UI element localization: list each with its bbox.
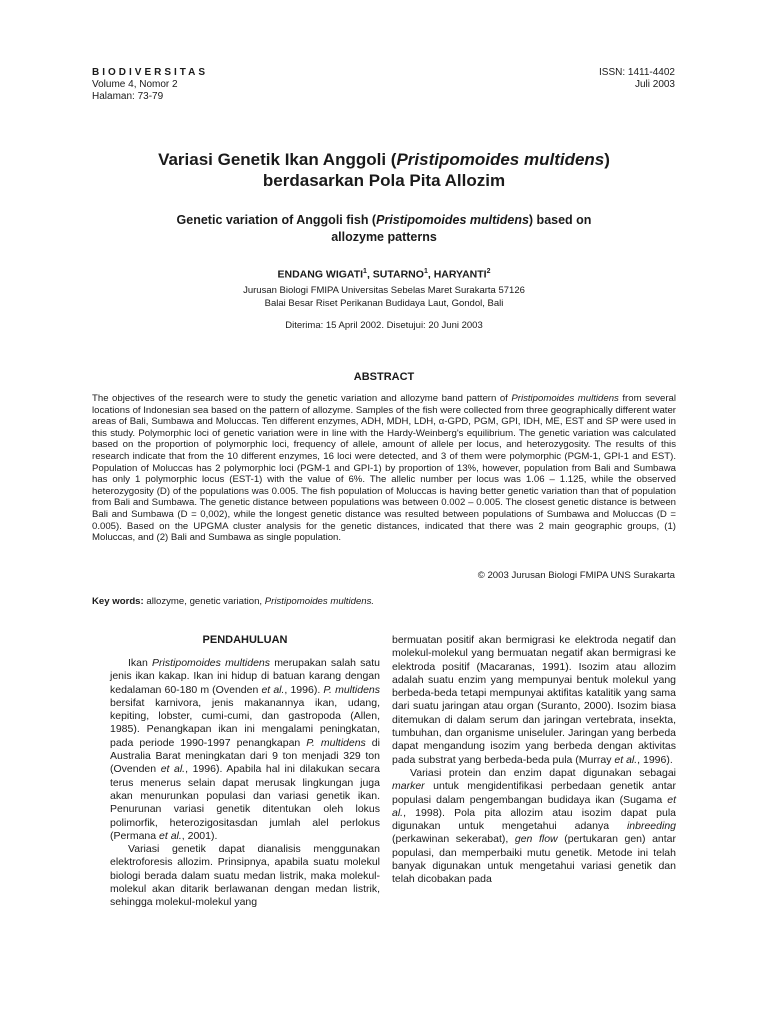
affiliation-1: Jurusan Biologi FMIPA Universitas Sebelas Maret Surakarta 57126 [243,285,525,296]
subtitle-pre: Genetic variation of Anggoli fish ( [176,213,377,227]
affiliations [92,285,676,310]
italic-run: Pristipomoides multidens [152,657,271,669]
paper-subtitle [92,212,676,246]
intro-paragraph-2: Variasi genetik dapat dianalisis menggunakan elektroforesis allozim. Prinsipnya, apabila suatu molekul biologi berada dalam suatu medan listrik, maka molekul-molekul akan ditarik berlawanan dengan medan listrik, sehingga molekul-molekul yang [110,843,380,909]
italic-run: marker [392,780,425,793]
submission-dates: Diterima: 15 April 2002. Disetujui: 20 Juni 2003 [285,320,483,331]
text-run: Variasi protein dan enzim dapat digunakan sebagai [410,766,676,779]
author-3-sup: 2 [486,268,491,275]
text-run: , 1996). [637,753,673,766]
text-run: , 1998). Pola pita allozim atau isozim dapat pula digunakan untuk mengetahui adanya [392,806,676,833]
text-run: Ikan [128,657,153,669]
title-line2: berdasarkan Pola Pita Allozim [262,171,506,190]
keywords [92,596,676,607]
italic-run: et al. [160,763,186,776]
issue-date: Juli 2003 [634,79,675,90]
author-list: ENDANG WIGATI$^1$, SUTARNO$^1$, HARYANTI$^2$ [277,268,491,281]
text-run: merupakan salah satu jenis ikan kakap. Ikan ini hidup di batuan karang dengan kedalaman 60-180 m (Ovenden [110,657,381,696]
journal-header [92,67,208,103]
italic-run: inbreeding [626,820,676,833]
abstract-text [92,393,676,544]
abstract-body: from several locations of Indonesian sea based on the pattern of allozyme. Samples of the fish were collected from three geographically different water areas of Bali, Sumbawa and Moluccas. Ten different enzymes, ADH, MDH, LDH, α-GPD, PGM, GPI, IDH, ME, EST and SP were used in this study. Polymorphic loci of genetic variation were in line with the Hardy-Weinberg's equilibrium. The genetic variation was calculated based on the proportion of polymorphic loci, frequency of allele, amount of allele per locus, and heterozygosity. The results of this research indicate that from the 10 different enzymes, 16 loci were detected, and 3 of them were polymorphic (PGM-1, GPI-1 and EST). Population of Moluccas has 2 polymorphic loci (PGM-1 and GPI-1) by proportion of 13%, however, population from Bali and Sumbawa has only 1 polymorphic locus (EST-1) with the value of 6%. The allelic number per locus was 1.06 – 1.125, while the observed heterozygosity (D) of the populations was 0.005. The fish population of Moluccas is having better genetic variation than that of population from Bali and Sumbawa. The genetic distance between populations was between 0.002 – 0.005. The closest genetic distance is between Bali and Sumbawa (D = 0,002), while the longest genetic distance was resulted between populations of Sumbawa and Moluccas (D = 0.005). Based on the UPGMA cluster analysis for the genetic distances, indicated that there was 2 main geographic groups, (1) Moluccas, and (2) Bali and Sumbawa as single population. [92,393,676,544]
title-species: Pristipomoides multidens [396,150,605,169]
italic-run: P. multidens [306,736,366,749]
text-run: (pertukaran gen) antar populasi, dan memperbaiki mutu genetik. Metode ini telah banyak digunakan untuk mengetahui variasi genetik dan telah dicobakan pada [392,833,676,886]
author-3: HARYANTI [433,268,487,281]
italic-run: et al. [614,753,638,766]
affiliation-2: Balai Besar Riset Perikanan Budidaya Laut, Gondol, Bali [264,297,504,309]
intro-paragraph-4 [392,767,676,887]
italic-run: et al. [261,683,285,696]
author-1-sup: 1 [363,268,367,275]
abstract-species: Pristipomoides multidens [511,393,619,404]
keywords-text: allozyme, genetic variation, [143,596,265,607]
text-run: untuk mengidentifikasi perbedaan genetik antar populasi dalam pengembangan budidaya ikan (Sugama [392,780,676,806]
keywords-species: Pristipomoides multidens. [264,596,375,607]
text-run: bermuatan positif akan bermigrasi ke elektroda negatif dan molekul-molekul yang bermuatan negatif akan bermigrasi ke elektroda positif (Macaranas, 1991). Isozim atau allozim adalah suatu enzim yang mempunyai bentuk molekul yang berbeda-beda tetapi mempunyai aktifitas katalitik yang sama dari suatu jaringan atau organ (Suranto, 2000). Isozim biasa ditemukan di dalam serum dan jaringan vertebrata, insekta, tumbuhan, dan organisme uniseluler. Jaringan yang berbeda dapat mengandung isozim yang berbeda dengan aktivitas pada substrat yang berbeda-beda pula (Murray [392,634,676,766]
title-pre: Variasi Genetik Ikan Anggoli ( [158,150,397,169]
italic-run: gen flow [514,833,558,846]
italic-run: et al. [392,793,676,819]
copyright-line: © 2003 Jurusan Biologi FMIPA UNS Surakarta [477,570,675,581]
text-run: , 1996). [284,683,324,696]
italic-run: et al. [159,829,182,842]
text-run: (perkawinan sekerabat), [392,833,515,846]
left-column [110,657,380,910]
subtitle-line2: allozyme patterns [331,230,437,244]
intro-paragraph-1 [110,657,380,843]
journal-name: BIODIVERSITAS [92,67,209,78]
author-2: SUTARNO [372,268,424,281]
author-2-sup: 1 [423,268,428,275]
journal-meta [599,67,675,91]
text-run: di Australia Barat meningkatan dari 9 ton menjadi 329 ton (Ovenden [110,736,380,776]
issn: ISSN: 1411-4402 [599,67,675,78]
abstract-heading: ABSTRACT [353,371,415,383]
right-column [392,634,676,887]
author-1: ENDANG WIGATI [277,268,364,281]
text-run: bersifat karnivora, jenis makanannya ikan, udang, kepiting, lobster, cumi-cumi, dan gastropoda (Allen, 1985). Penangkapan ikan ini mengalami peningkatan, pada periode 1990-1997 penangkapan [110,696,380,749]
text-run: , 2001). [181,829,218,842]
title-post: ) [604,150,610,169]
paper-title [92,149,676,191]
journal-volume: Volume 4, Nomor 2 [92,79,178,90]
intro-paragraph-3 [392,634,676,767]
abstract-pre: The objectives of the research were to study the genetic variation and allozyme band pattern of [92,393,512,404]
keywords-label: Key words: [92,596,144,607]
subtitle-post: ) based on [528,213,592,227]
subtitle-species: Pristipomoides multidens [376,213,529,227]
section-heading: PENDAHULUAN [202,634,288,646]
italic-run: P. multidens [323,683,381,696]
text-run: , 1996). Apabila hal ini dilakukan secara terus menerus selain dapat merusak lingkungan juga akan menurunkan populasi dan variasi genetik ikan. Penurunan variasi genetik ditentukan oleh lokus polimorfik, heterozigositasdan jumlah alel perlokus (Permana [110,763,381,842]
journal-pages: Halaman: 73-79 [92,91,164,102]
